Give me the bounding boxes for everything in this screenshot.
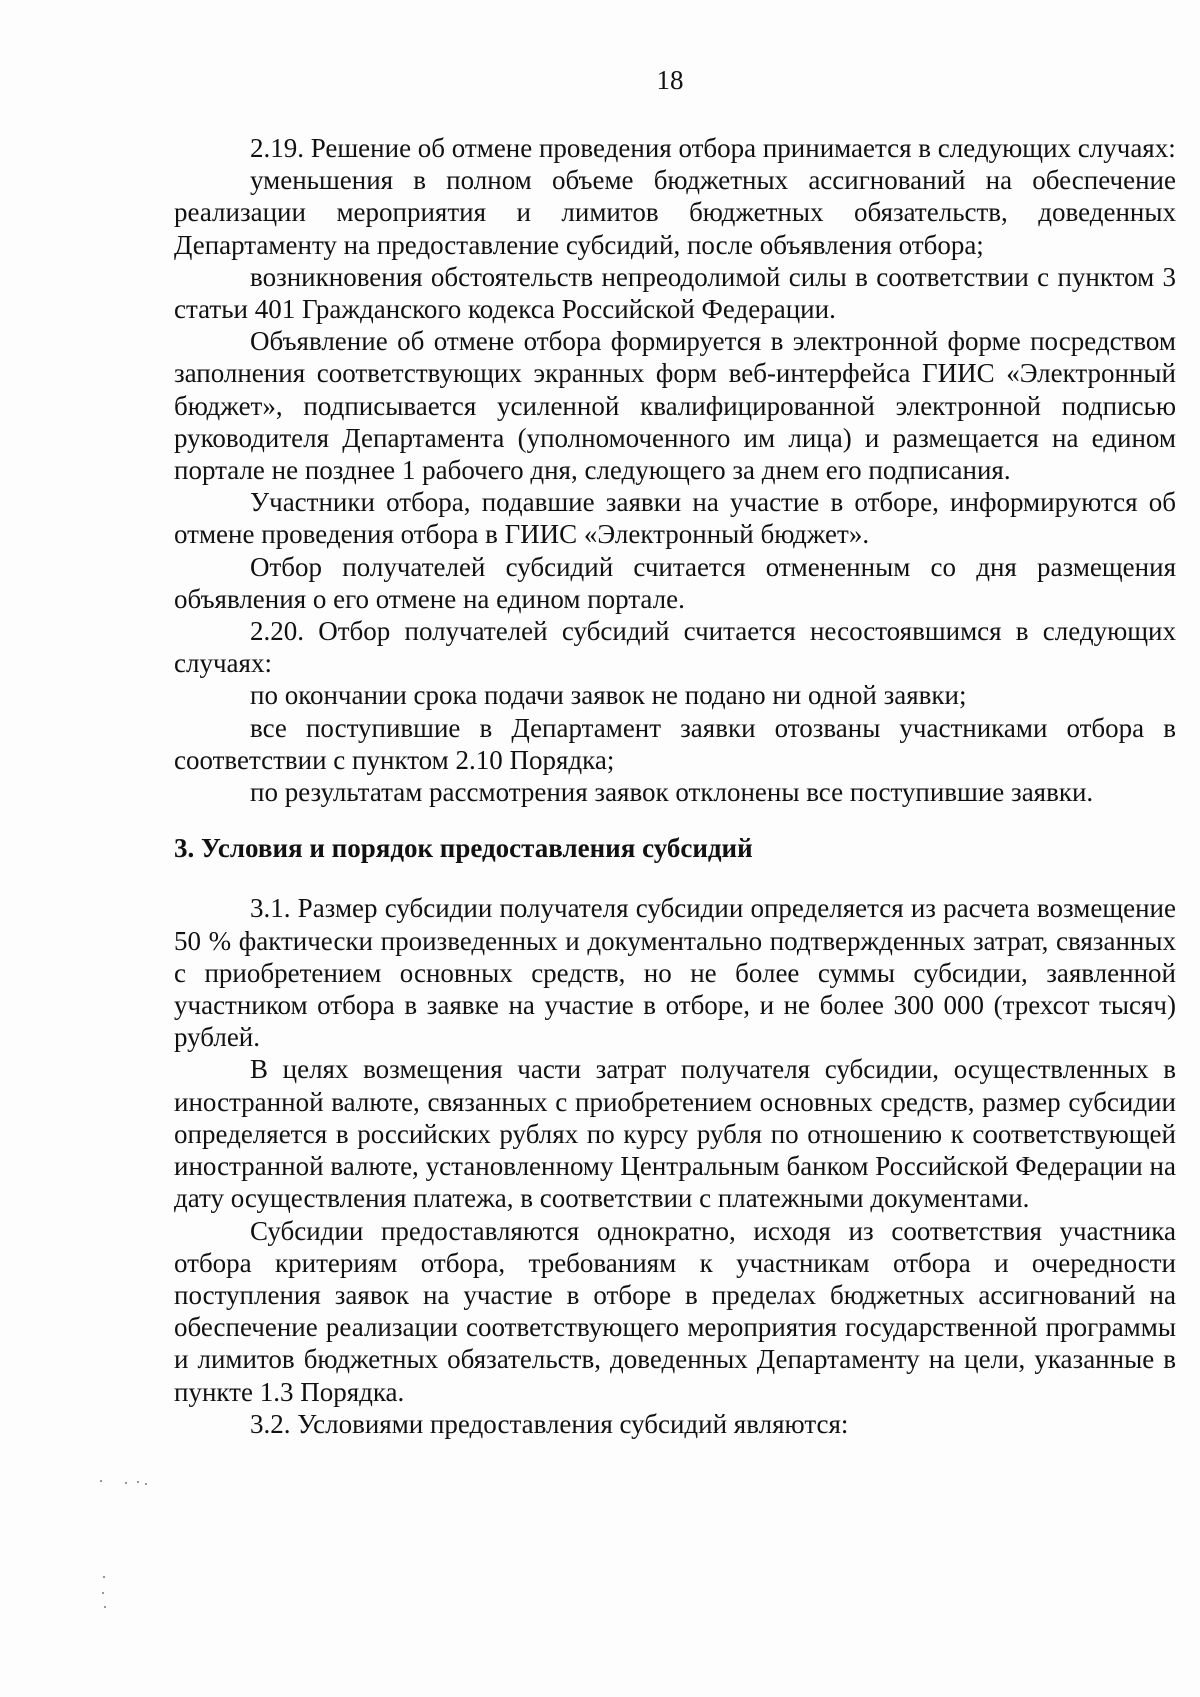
- scan-marks: [100, 1480, 180, 1610]
- paragraph-foreign-currency: В целях возмещения части затрат получателя субсидии, осуществленных в иностранной валюте, связанных с приобретением основных средств, размер субсидии определяется в российских рублях по курсу рубля по отношению к соответствующей иностранной валюте, установленному Центральным банком Российской Федерации на дату осуществления платежа, в соответствии с платежными документами.: [174, 1054, 1176, 1214]
- paragraph-3-2: 3.2. Условиями предоставления субсидий являются:: [250, 1408, 849, 1439]
- paragraph-cancellation-announcement: Объявление об отмене отбора формируется в электронной форме посредством заполнения соответствующих экранных форм веб-интерфейса ГИИС «Электронный бюджет», подписывается усиленной квалифицированной электронной подписью руководителя Департамента (уполномоченного им лица) и размещается на едином портале не позднее 1 рабочего дня, следующего за днем его подписания.: [174, 326, 1176, 486]
- scan-dot: [145, 1483, 147, 1485]
- paragraph-applications-rejected: по результатам рассмотрения заявок отклонены все поступившие заявки.: [250, 777, 1094, 808]
- paragraph-budget-reduction: уменьшения в полном объеме бюджетных ассигнований на обеспечение реализации мероприятия и лимитов бюджетных обязательств, доведенных Департаменту на предоставление субсидий, после объявления отбора;: [174, 165, 1176, 260]
- section-heading: 3. Условия и порядок предоставления субсидий: [174, 833, 753, 864]
- paragraph-2-20: 2.20. Отбор получателей субсидий считается несостоявшимся в следующих случаях:: [174, 616, 1176, 679]
- paragraph-force-majeure: возникновения обстоятельств непреодолимой силы в соответствии с пунктом 3 статьи 401 Гражданского кодекса Российской Федерации.: [174, 261, 1176, 325]
- scan-dot: [104, 1606, 106, 1608]
- document-body: [174, 132, 1176, 1440]
- paragraph-participants-informed: Участники отбора, подавшие заявки на участие в отборе, информируются об отмене проведения отбора в ГИИС «Электронный бюджет».: [174, 487, 1176, 550]
- paragraph-3-1: 3.1. Размер субсидии получателя субсидии определяется из расчета возмещение 50 % фактически произведенных и документально подтвержденных затрат, связанных с приобретением основных средств, но не более суммы субсидии, заявленной участником отбора в заявке на участие в отборе, и не более 300 000 (трехсот тысяч) рублей.: [174, 893, 1176, 1053]
- scan-dot: [103, 1576, 105, 1578]
- paragraph-applications-withdrawn: все поступившие в Департамент заявки отозваны участниками отбора в соответствии с пунктом 2.10 Порядка;: [174, 712, 1176, 775]
- paragraph-one-time-subsidy: Субсидии предоставляются однократно, исходя из соответствия участника отбора критериям отбора, требованиям к участникам отбора и очередности поступления заявок на участие в отборе в пределах бюджетных ассигнований на обеспечение реализации соответствующего мероприятия государственной программы и лимитов бюджетных обязательств, доведенных Департаменту на цели, указанные в пункте 1.3 Порядка.: [174, 1215, 1176, 1407]
- page-number: 18: [656, 65, 684, 95]
- scan-dot: [137, 1481, 139, 1483]
- scan-dot: [102, 1592, 104, 1594]
- scan-dot: [125, 1482, 127, 1484]
- paragraph-selection-cancelled: Отбор получателей субсидий считается отмененным со дня размещения объявления о его отмене на едином портале.: [174, 551, 1176, 614]
- scan-dot: [100, 1480, 102, 1482]
- paragraph-no-applications: по окончании срока подачи заявок не подано ни одной заявки;: [250, 680, 967, 711]
- paragraph-2-19: 2.19. Решение об отмене проведения отбора принимается в следующих случаях:: [250, 133, 1176, 163]
